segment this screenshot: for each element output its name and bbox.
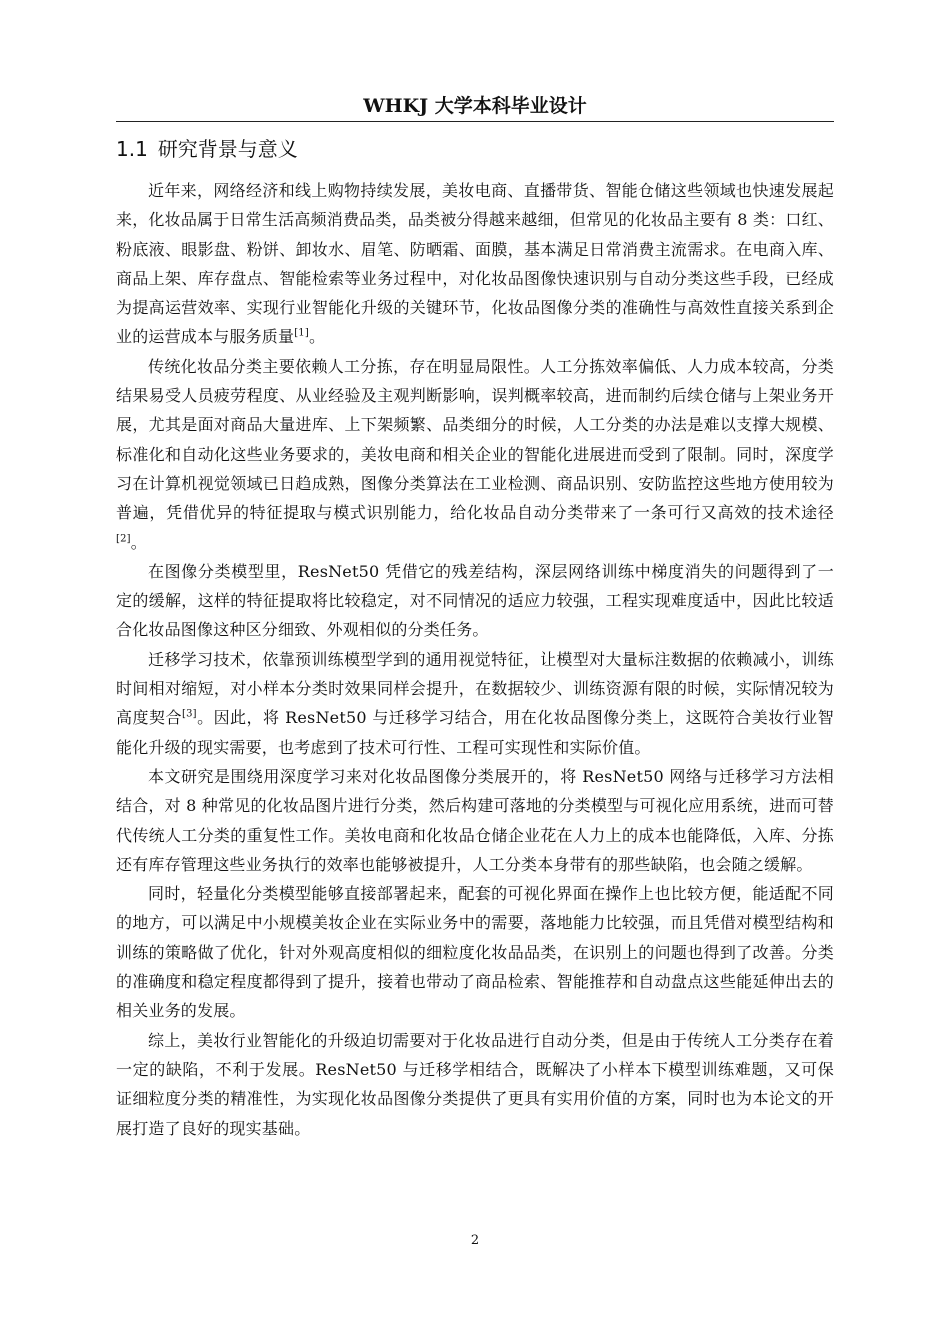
page-header (116, 91, 834, 122)
paragraph (116, 176, 834, 352)
paragraph-text: 在图像分类模型里，ResNet50 凭借它的残差结构，深层网络训练中梯度消失的问题得到了一定的缓解，这样的特征提取将比较稳定，对不同情况的适应力较强，工程实现难度适中，因此比较适合化妆品图像这种区分细致、外观相似的分类任务。 (116, 561, 834, 640)
paragraph (116, 557, 834, 645)
paragraph-text: 近年来，网络经济和线上购物持续发展，美妆电商、直播带货、智能仓储这些领域也快速发展起来，化妆品属于日常生活高频消费品类，品类被分得越来越细，但常见的化妆品主要有 8 类：口红、粉底液、眼影盘、粉饼、卸妆水、眉笔、防晒霜、面膜，基本满足日常消费主流需求。在电商入库、商品上架、库存盘点、智能检索等业务过程中，对化妆品图像快速识别与自动分类这些手段，已经成为提高运营效率、实现行业智能化升级的关键环节，化妆品图像分类的准确性与高效性直接关系到企业的运营成本与服务质量 (116, 181, 834, 347)
paragraph (116, 645, 834, 762)
paragraph (116, 1026, 834, 1143)
paragraph-text: 传统化妆品分类主要依赖人工分拣，存在明显局限性。人工分拣效率偏低、人力成本较高，分类结果易受人员疲劳程度、从业经验及主观判断影响，误判概率较高，进而制约后续仓储与上架业务开展，尤其是面对商品大量进库、上下架频繁、品类细分的时候，人工分类的办法是难以支撑大规模、标准化和自动化这些业务要求的，美妆电商和相关企业的智能化进展进而受到了限制。同时，深度学习在计算机视觉领域已日趋成熟，图像分类算法在工业检测、商品识别、安防监控这些地方使用较为普遍，凭借优异的特征提取与模式识别能力，给化妆品自动分类带来了一条可行又高效的技术途径 (116, 356, 834, 523)
paragraph-end: 。 (308, 327, 326, 347)
paragraph (116, 352, 834, 557)
paragraph-text: 本文研究是围绕用深度学习来对化妆品图像分类展开的，将 ResNet50 网络与迁移学习方法相结合，对 8 种常见的化妆品图片进行分类，然后构建可落地的分类模型与可视化应用系统，进而可替代传统人工分类的重复性工作。美妆电商和化妆品仓储企业花在人力上的成本也能降低，入库、分拣还有库存管理这些业务执行的效率也能够被提升，人工分类本身带有的那些缺陷，也会随之缓解。 (116, 766, 834, 874)
paragraph-text: 同时，轻量化分类模型能够直接部署起来，配套的可视化界面在操作上也比较方便，能适配不同的地方，可以满足中小规模美妆企业在实际业务中的需要，落地能力比较强，而且凭借对模型结构和训练的策略做了优化，针对外观高度相似的细粒度化妆品品类，在识别上的问题也得到了改善。分类的准确度和稳定程度都得到了提升，接着也带动了商品检索、智能推荐和自动盘点这些能延伸出去的相关业务的发展。 (116, 884, 834, 1021)
paragraph-text: 综上，美妆行业智能化的升级迫切需要对于化妆品进行自动分类，但是由于传统人工分类存在着一定的缺陷，不利于发展。ResNet50 与迁移学相结合，既解决了小样本下模型训练难题，又可保证细粒度分类的精准性，为实现化妆品图像分类提供了更具有实用价值的方案，同时也为本论文的开展打造了良好的现实基础。 (116, 1030, 834, 1138)
paragraph-end: 。因此，将 ResNet50 与迁移学习结合，用在化妆品图像分类上，这既符合美妆行业智能化升级的现实需要，也考虑到了技术可行性、工程可实现性和实际价值。 (116, 708, 834, 757)
header-title: WHKJ 大学本科毕业设计 (363, 95, 587, 117)
section-number: 1.1 (116, 137, 148, 161)
citation-ref: [2] (116, 533, 131, 545)
section-title: 研究背景与意义 (157, 137, 298, 161)
paragraph-end: 。 (130, 532, 147, 552)
citation-ref: [1] (294, 328, 309, 340)
paragraph (116, 762, 834, 879)
paragraph-text: 迁移学习技术，依靠预训练模型学到的通用视觉特征，让模型对大量标注数据的依赖减小，训练时间相对缩短，对小样本分类时效果同样会提升，在数据较少、训练资源有限的时候，实际情况较为高度契合 (116, 649, 834, 728)
citation-ref: [3] (182, 709, 197, 721)
paragraph (116, 879, 834, 1025)
body-text (116, 176, 834, 1143)
section-heading (116, 133, 298, 165)
page-number: 2 (470, 1233, 480, 1248)
